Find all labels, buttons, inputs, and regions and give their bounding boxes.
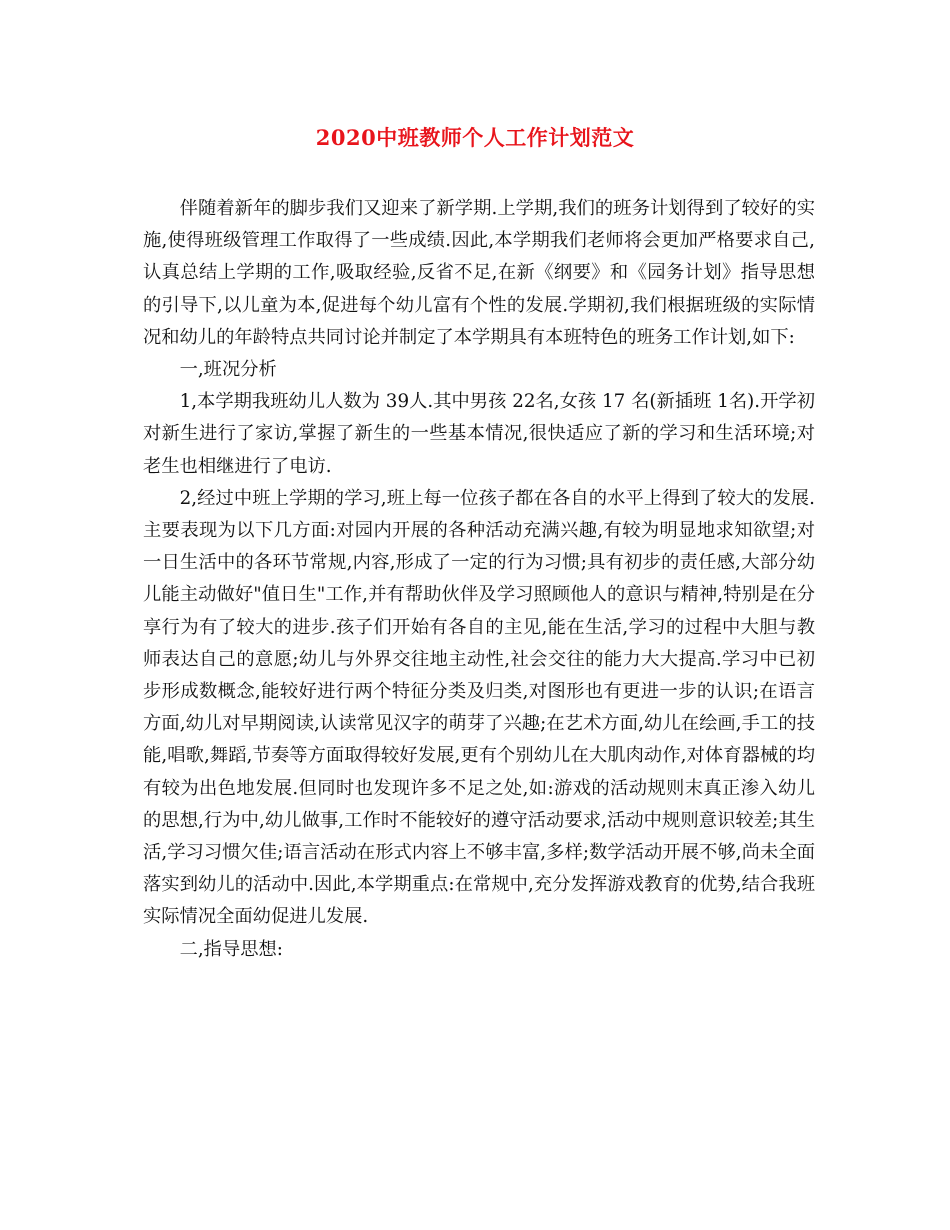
document-title: 2020中班教师个人工作计划范文	[315, 125, 635, 150]
document-body	[143, 193, 815, 966]
section-heading-class-analysis: 一,班况分析	[179, 359, 277, 381]
section-heading-guiding-ideas: 二,指导思想:	[179, 938, 283, 960]
paragraph-intro: 伴随着新年的脚步我们又迎来了新学期.上学期,我们的班务计划得到了较好的实施,使得班级管理工作取得了一些成绩.因此,本学期我们老师将会更加严格要求自己,认真总结上学期的工作,吸取经验,反省不足,在新《纲要》和《园务计划》指导思想的引导下,以儿童为本,促进每个幼儿富有个性的发展.学期初,我们根据班级的实际情况和幼儿的年龄特点共同讨论并制定了本学期具有本班特色的班务工作计划,如下:	[143, 198, 815, 348]
paragraph-development: 2,经过中班上学期的学习,班上每一位孩子都在各自的水平上得到了较大的发展.主要表现为以下几方面:对园内开展的各种活动充满兴趣,有较为明显地求知欲望;对一日生活中的各环节常规,内容,形成了一定的行为习惯;具有初步的责任感,大部分幼儿能主动做好"值日生"工作,并有帮助伙伴及学习照顾他人的意识与精神,特别是在分享行为有了较大的进步.孩子们开始有各自的主见,能在生活,学习的过程中大胆与教师表达自己的意愿;幼儿与外界交往地主动性,社会交往的能力大大提高.学习中已初步形成数概念,能较好进行两个特征分类及归类,对图形也有更进一步的认识;在语言方面,幼儿对早期阅读,认读常见汉字的萌芽了兴趣;在艺术方面,幼儿在绘画,手工的技能,唱歌,舞蹈,节奏等方面取得较好发展,更有个别幼儿在大肌肉动作,对体育器械的均有较为出色地发展.但同时也发现许多不足之处,如:游戏的活动规则末真正渗入幼儿的思想,行为中,幼儿做事,工作时不能较好的遵守活动要求,活动中规则意识较差;其生活,学习习惯欠佳;语言活动在形式内容上不够丰富,多样;数学活动开展不够,尚未全面落实到幼儿的活动中.因此,本学期重点:在常规中,充分发挥游戏教育的优势,结合我班实际情况全面幼促进儿发展.	[143, 487, 815, 928]
paragraph-class-size: 1,本学期我班幼儿人数为 39人.其中男孩 22名,女孩 17 名(新插班 1名).开学初对新生进行了家访,掌握了新生的一些基本情况,很快适应了新的学习和生活环境;对老生也相继进行了电访.	[143, 391, 815, 477]
